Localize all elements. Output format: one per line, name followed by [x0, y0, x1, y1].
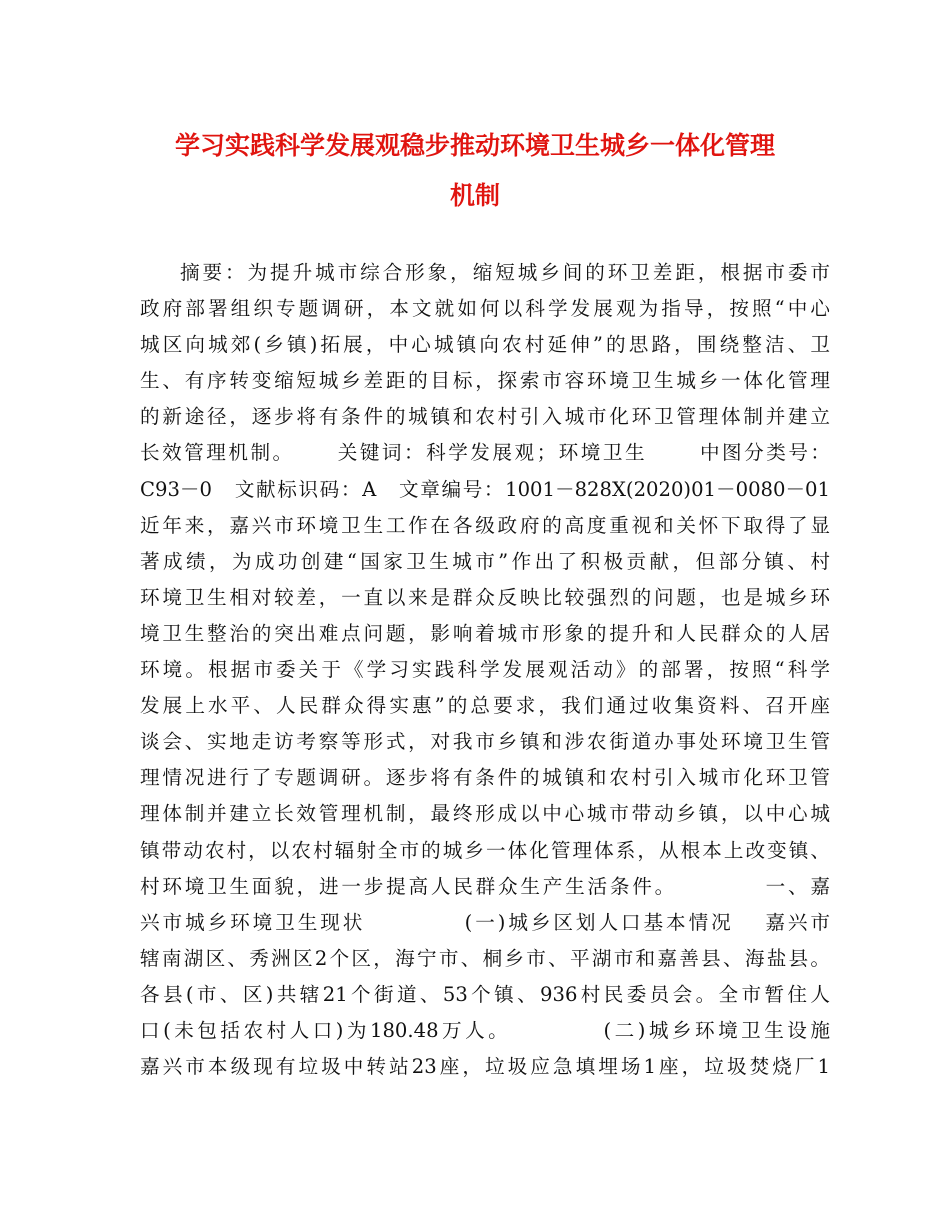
body-line: 发展上水平、人民群众得实惠”的总要求，我们通过收集资料、召开座 — [140, 694, 830, 718]
body-line: 生、有序转变缩短城乡差距的目标，探索市容环境卫生城乡一体化管理 — [140, 369, 830, 393]
body-line: 谈会、实地走访考察等形式，对我市乡镇和涉农街道办事处环境卫生管 — [140, 730, 830, 754]
body-line: 兴市城乡环境卫生现状 (一)城乡区划人口基本情况 嘉兴市 — [140, 910, 830, 934]
document-title-line-2: 机制 — [449, 181, 500, 210]
body-line: 城区向城郊(乡镇)拓展，中心城镇向农村延伸”的思路，围绕整洁、卫 — [140, 333, 830, 357]
body-line: 环境。根据市委关于《学习实践科学发展观活动》的部署，按照“科学 — [140, 658, 830, 682]
body-line: 理体制并建立长效管理机制，最终形成以中心城市带动乡镇，以中心城 — [140, 802, 830, 826]
document-title-line-1: 学习实践科学发展观稳步推动环境卫生城乡一体化管理 — [174, 131, 775, 160]
document-body — [140, 255, 830, 1085]
body-line: 理情况进行了专题调研。逐步将有条件的城镇和农村引入城市化环卫管 — [140, 766, 830, 790]
body-line: 政府部署组织专题调研，本文就如何以科学发展观为指导，按照“中心 — [140, 297, 830, 321]
body-line: 境卫生整治的突出难点问题，影响着城市形象的提升和人民群众的人居 — [140, 621, 830, 645]
body-line: 嘉兴市本级现有垃圾中转站23座，垃圾应急填埋场1座，垃圾焚烧厂1 — [140, 1055, 830, 1079]
body-line: 摘要：为提升城市综合形象，缩短城乡间的环卫差距，根据市委市 — [180, 261, 830, 284]
body-line: 的新途径，逐步将有条件的城镇和农村引入城市化环卫管理体制并建立 — [140, 405, 830, 429]
body-line: 长效管理机制。 关键词：科学发展观；环境卫生 中图分类号： — [140, 441, 830, 465]
body-line: 辖南湖区、秀洲区2个区，海宁市、桐乡市、平湖市和嘉善县、海盐县。 — [140, 946, 830, 970]
body-line: 各县(市、区)共辖21个街道、53个镇、936村民委员会。全市暂住人 — [140, 982, 830, 1006]
body-line: C93－0 文献标识码：A 文章编号：1001－828X(2020)01－0080－01 — [140, 477, 830, 501]
body-line: 镇带动农村，以农村辐射全市的城乡一体化管理体系，从根本上改变镇、 — [140, 838, 830, 862]
body-line: 口(未包括农村人口)为180.48万人。 (二)城乡环境卫生设施 — [140, 1018, 830, 1042]
body-line: 村环境卫生面貌，进一步提高人民群众生产生活条件。 一、嘉 — [140, 874, 830, 898]
body-line: 环境卫生相对较差，一直以来是群众反映比较强烈的问题，也是城乡环 — [140, 585, 830, 609]
body-line: 近年来，嘉兴市环境卫生工作在各级政府的高度重视和关怀下取得了显 — [140, 513, 830, 537]
body-line: 著成绩，为成功创建“国家卫生城市”作出了积极贡献，但部分镇、村 — [140, 549, 830, 573]
